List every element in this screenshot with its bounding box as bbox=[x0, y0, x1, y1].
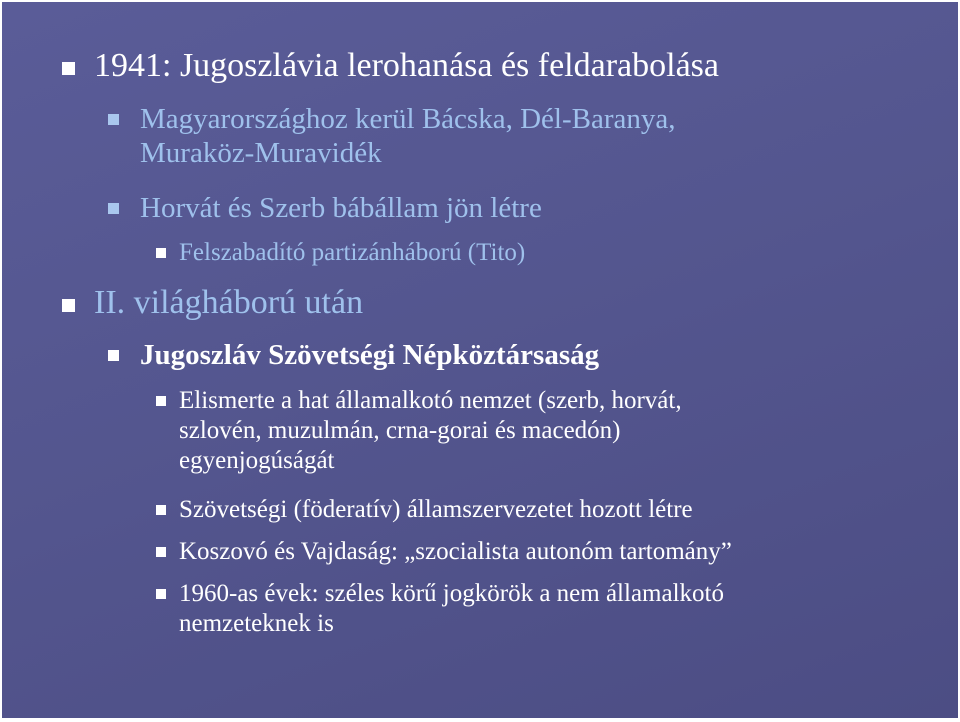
bullet-line: II. világháború után bbox=[94, 284, 364, 321]
bullet-text bbox=[140, 102, 675, 170]
slide bbox=[2, 2, 958, 718]
bullet-text bbox=[140, 338, 599, 372]
bullet-line: szlovén, muzulmán, crna-gorai és macedón) bbox=[179, 417, 621, 444]
square-bullet-icon bbox=[156, 248, 166, 258]
square-bullet-icon bbox=[156, 547, 166, 557]
bullet-line: Koszovó és Vajdaság: „szocialista autonóm tartomány” bbox=[179, 538, 732, 565]
bullet-line: Szövetségi (föderatív) államszervezetet hozott létre bbox=[179, 496, 693, 523]
bullet-text bbox=[179, 495, 693, 525]
bullet-line: Felszabadító partizánháború (Tito) bbox=[179, 239, 526, 266]
bullet-text bbox=[94, 283, 363, 323]
bullet-line: Muraköz-Muravidék bbox=[140, 137, 382, 169]
square-bullet-icon bbox=[156, 505, 166, 515]
square-bullet-icon bbox=[156, 589, 166, 599]
square-bullet-icon bbox=[62, 299, 75, 312]
bullet-text bbox=[179, 238, 525, 268]
square-bullet-icon bbox=[108, 350, 119, 361]
square-bullet-icon bbox=[108, 203, 119, 214]
bullet-line: 1960-as évek: széles körű jogkörök a nem államalkotó bbox=[179, 580, 724, 607]
square-bullet-icon bbox=[62, 62, 75, 75]
bullet-text bbox=[94, 46, 719, 86]
square-bullet-icon bbox=[156, 396, 166, 406]
bullet-text bbox=[179, 579, 724, 639]
bullet-line: nemzeteknek is bbox=[179, 610, 334, 637]
bullet-text bbox=[140, 191, 542, 225]
bullet-line: egyenjogúságát bbox=[179, 447, 335, 474]
bullet-line: Magyarországhoz kerül Bácska, Dél-Baranya, bbox=[140, 103, 676, 135]
square-bullet-icon bbox=[108, 114, 119, 125]
bullet-line: Elismerte a hat államalkotó nemzet (szerb, horvát, bbox=[179, 387, 682, 414]
bullet-line: Jugoszláv Szövetségi Népköztársaság bbox=[140, 339, 600, 371]
bullet-line: Horvát és Szerb bábállam jön létre bbox=[140, 192, 542, 224]
bullet-text bbox=[179, 537, 732, 567]
bullet-text bbox=[179, 386, 682, 476]
bullet-line: 1941: Jugoszlávia lerohanása és feldarabolása bbox=[94, 47, 719, 84]
